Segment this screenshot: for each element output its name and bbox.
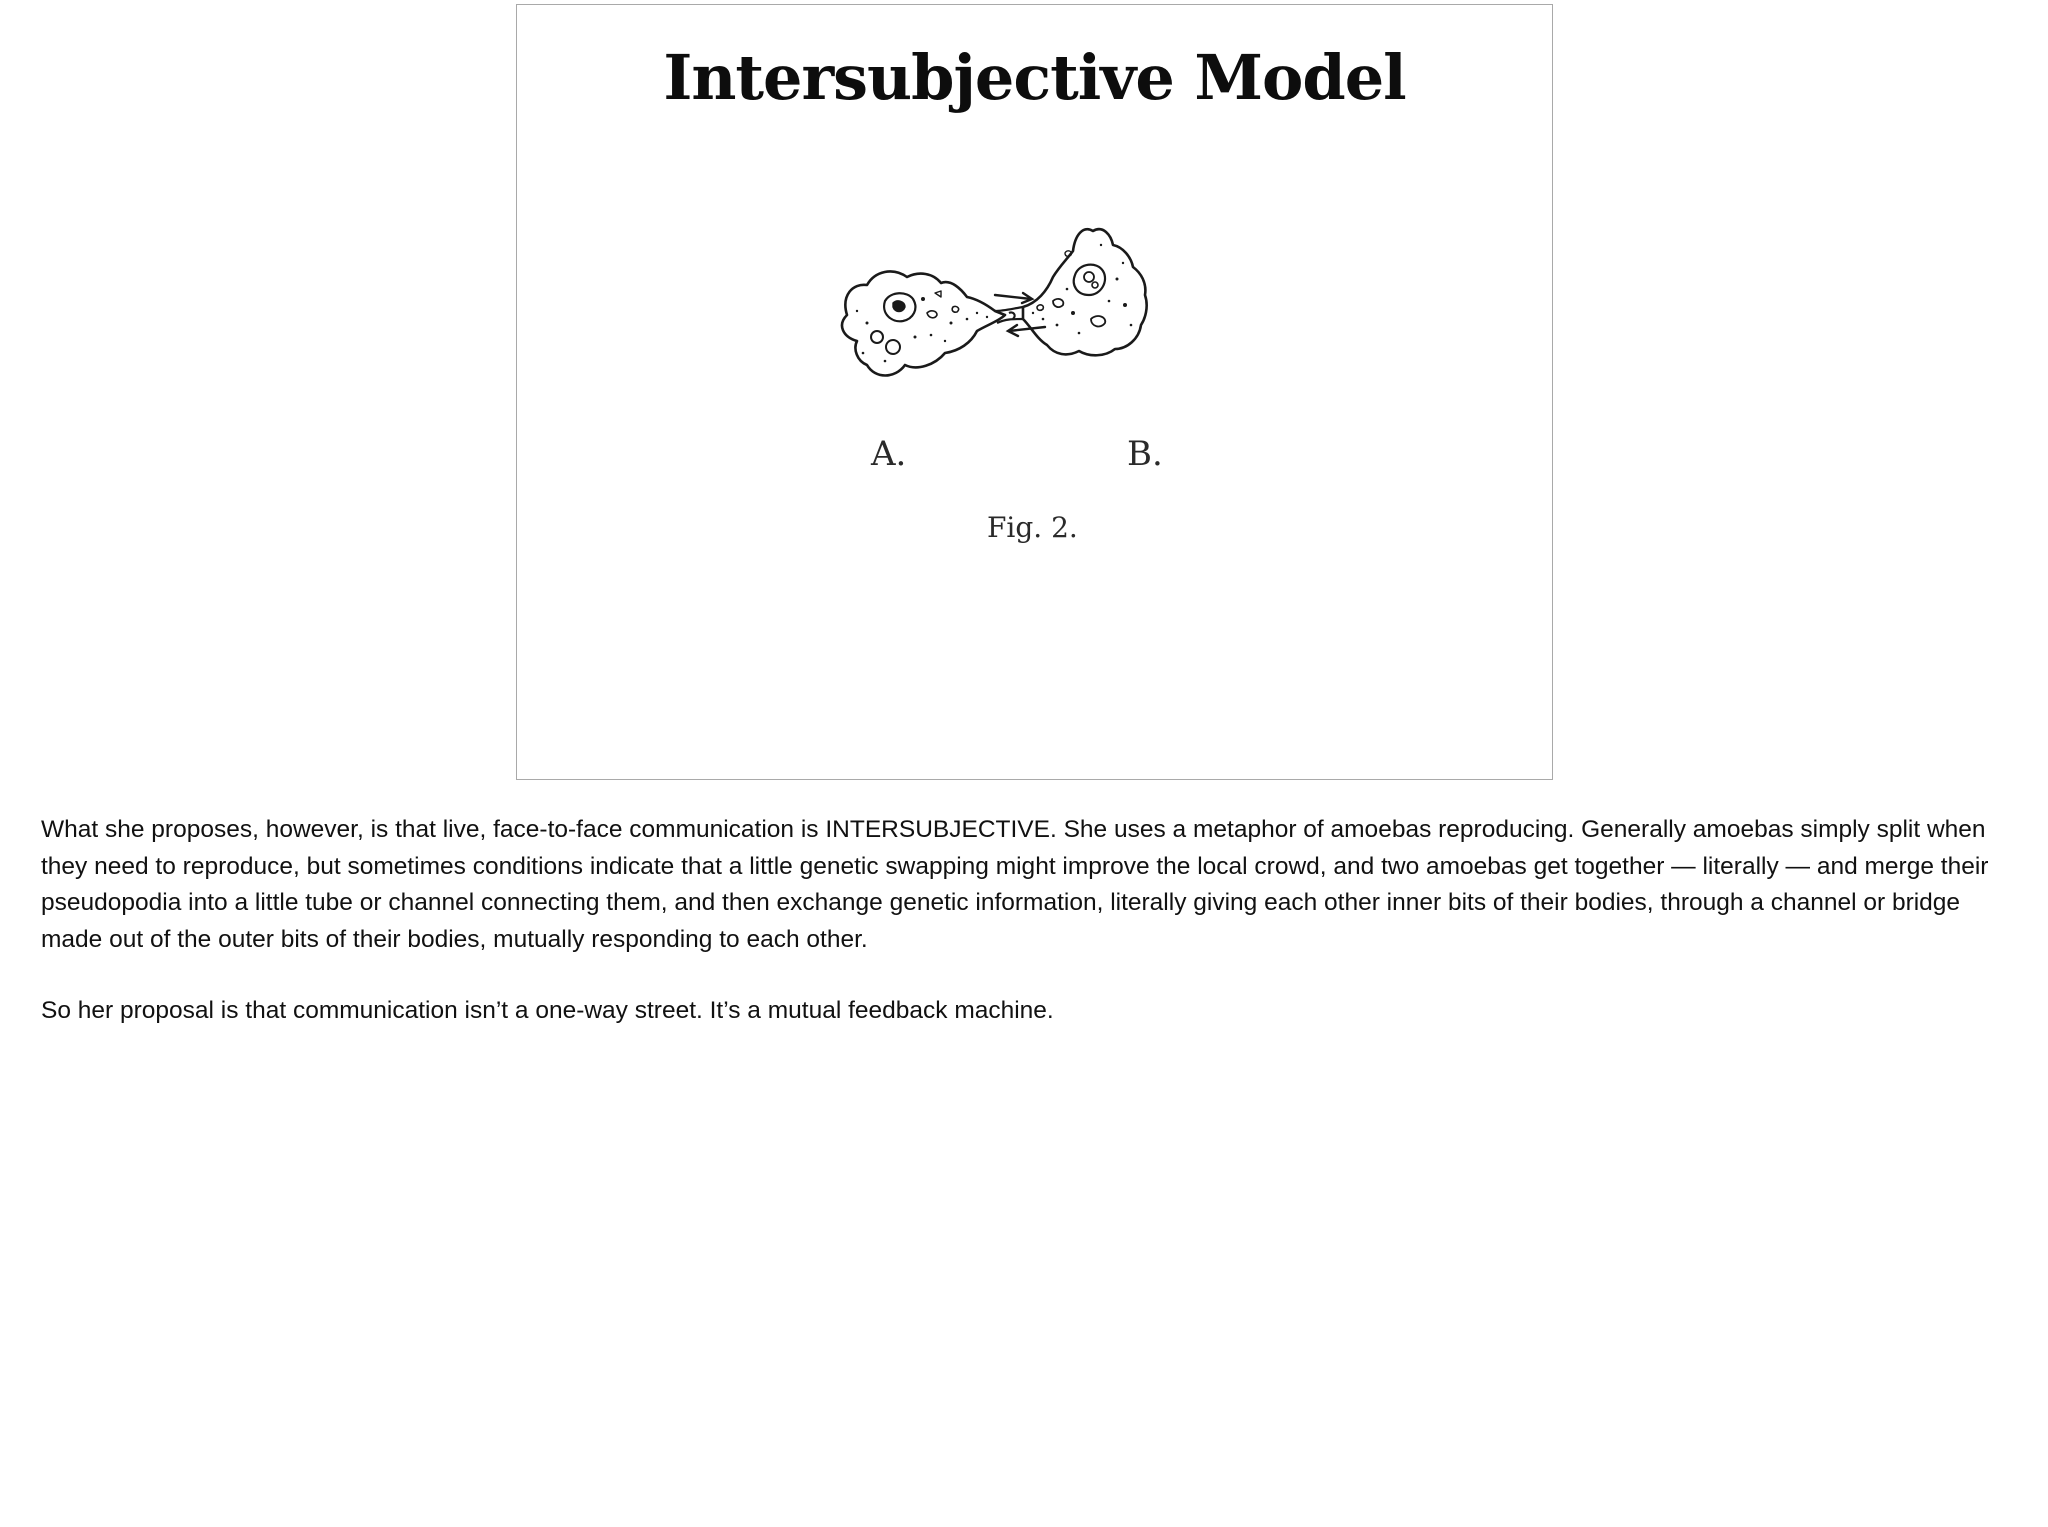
amoeba-b <box>1023 229 1147 355</box>
label-b: B. <box>1127 434 1163 474</box>
amoeba-figure <box>827 215 1267 585</box>
figure-caption: Fig. 2. <box>987 511 1078 544</box>
slide <box>516 4 1553 780</box>
slide-title: Intersubjective Model <box>663 41 1406 114</box>
notes-paragraph-2: So her proposal is that communication isn’t a one-way street. It’s a mutual feedback machine. <box>41 997 1054 1024</box>
presenter-notes <box>41 812 2021 1065</box>
amoeba-a <box>842 271 1005 375</box>
amoeba-illustration <box>827 215 1267 585</box>
label-a: A. <box>871 434 907 474</box>
notes-paragraph-1: What she proposes, however, is that live, face-to-face communication is INTERSUBJECTIVE. She uses a metaphor of amoebas reproducing. Generally amoebas simply split when they need to reproduce, but sometimes conditions indicate that a little genetic swapping might improve the local crowd, and two amoebas get together — literally — and merge their pseudopodia into a little tube or channel connecting them, and then exchange genetic information, literally giving each other inner bits of their bodies, through a channel or bridge made out of the outer bits of their bodies, mutually responding to each other. <box>41 816 1989 953</box>
